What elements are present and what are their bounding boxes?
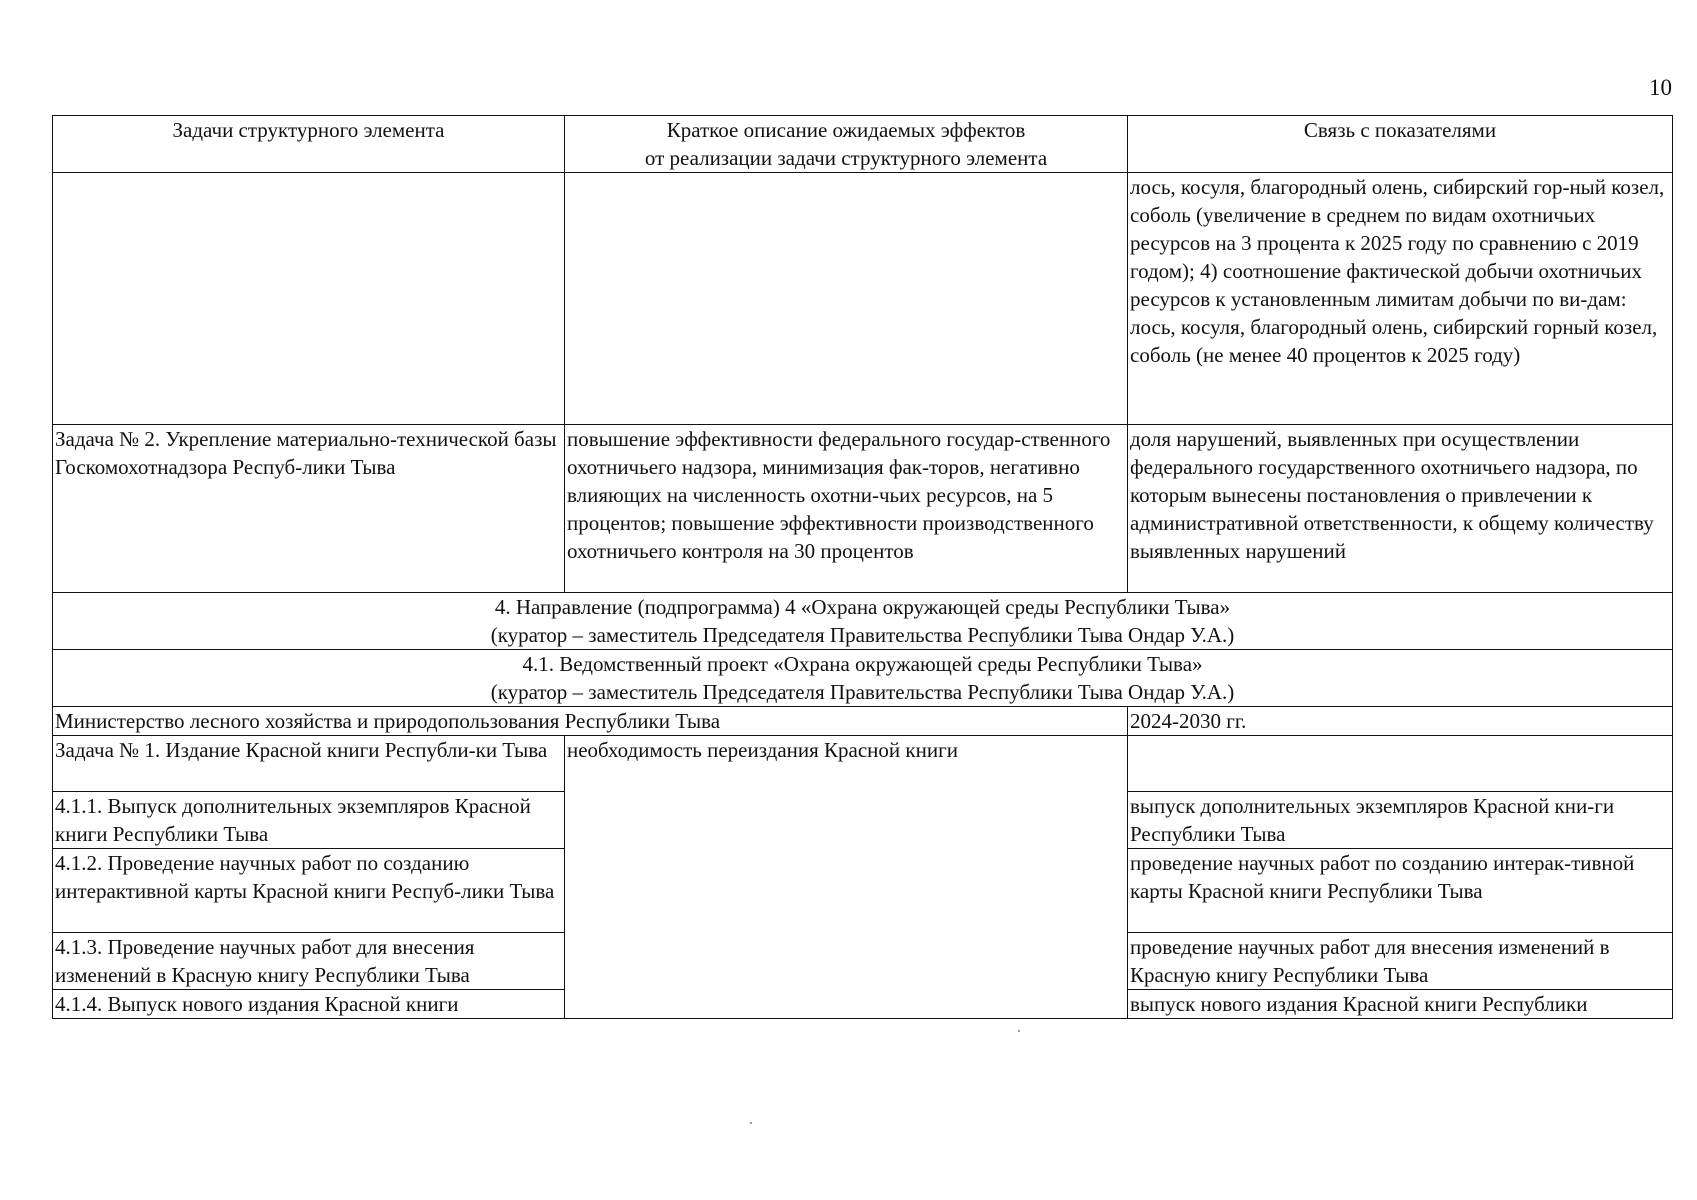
task1-cell: Задача № 1. Издание Красной книги Республи-ки Тыва — [53, 736, 565, 792]
scan-speck — [750, 1122, 752, 1124]
task2-cell: Задача № 2. Укрепление материально-технической базы Госкомохотнадзора Респуб-лики Тыва — [53, 425, 565, 593]
continuation-indicators-cell: лось, косуля, благородный олень, сибирский гор-ный козел, соболь (увеличение в среднем по видам охотничьих ресурсов на 3 процента к 2025 году по сравнению с 2019 годом); 4) соотношение фактической добычи охотничьих ресурсов к установленным лимитам добычи по ви-дам: лось, косуля, благородный олень, сибирский горный козел, соболь (не менее 40 процентов к 2025 году) — [1128, 173, 1673, 425]
header-effects-line2: от реализации задачи структурного элемента — [644, 146, 1048, 170]
section-4-1-heading — [53, 650, 1673, 707]
task1-indicators-cell — [1128, 736, 1673, 792]
header-effects — [565, 116, 1128, 173]
table-row — [53, 736, 1673, 792]
subtask-indicator-cell: проведение научных работ для внесения изменений в Красную книгу Республики Тыва — [1128, 933, 1673, 990]
continuation-task-cell — [53, 173, 565, 425]
subtask-indicator-cell: выпуск нового издания Красной книги Республики — [1128, 990, 1673, 1019]
subtask-indicator-cell: проведение научных работ по созданию интерак-тивной карты Красной книги Республики Тыва — [1128, 849, 1673, 933]
section-4-heading — [53, 593, 1673, 650]
program-table — [52, 115, 1673, 1019]
task2-effects-cell: повышение эффективности федерального государ-ственного охотничьего надзора, минимизация фак-торов, негативно влияющих на численность охотни-чьих ресурсов, на 5 процентов; повышение эффективности производственного охотничьего контроля на 30 процентов — [565, 425, 1128, 593]
period-cell: 2024-2030 гг. — [1128, 707, 1673, 736]
scan-speck — [1018, 1030, 1020, 1032]
table-row — [53, 425, 1673, 593]
header-tasks: Задачи структурного элемента — [53, 116, 565, 173]
continuation-effects-cell — [565, 173, 1128, 425]
ministry-cell: Министерство лесного хозяйства и природопользования Республики Тыва — [53, 707, 1128, 736]
page-number: 10 — [1649, 75, 1672, 100]
section-4-curator: (куратор – заместитель Председателя Правительства Республики Тыва Ондар У.А.) — [490, 623, 1235, 647]
header-indicators: Связь с показателями — [1128, 116, 1673, 173]
subtask-indicator-cell: выпуск дополнительных экземпляров Красной кни-ги Республики Тыва — [1128, 792, 1673, 849]
section-4-1-curator: (куратор – заместитель Председателя Правительства Республики Тыва Ондар У.А.) — [490, 680, 1235, 704]
ministry-row — [53, 707, 1673, 736]
section-row — [53, 650, 1673, 707]
table-header-row — [53, 116, 1673, 173]
subtask-cell: 4.1.3. Проведение научных работ для внесения изменений в Красную книгу Республики Тыва — [53, 933, 565, 990]
task1-effects-cell: необходимость переиздания Красной книги — [565, 736, 1128, 1019]
task2-indicators-cell: доля нарушений, выявленных при осуществлении федерального государственного охотничьего надзора, по которым вынесены постановления о привлечении к административной ответственности, к общему количеству выявленных нарушений — [1128, 425, 1673, 593]
table-row — [53, 173, 1673, 425]
section-4-title: 4. Направление (подпрограмма) 4 «Охрана окружающей среды Республики Тыва» — [494, 595, 1231, 619]
subtask-cell: 4.1.1. Выпуск дополнительных экземпляров Красной книги Республики Тыва — [53, 792, 565, 849]
header-effects-line1: Краткое описание ожидаемых эффектов — [666, 118, 1026, 142]
section-row — [53, 593, 1673, 650]
section-4-1-title: 4.1. Ведомственный проект «Охрана окружающей среды Республики Тыва» — [522, 652, 1203, 676]
subtask-cell: 4.1.4. Выпуск нового издания Красной книги — [53, 990, 565, 1019]
subtask-cell: 4.1.2. Проведение научных работ по созданию интерактивной карты Красной книги Респуб-лики Тыва — [53, 849, 565, 933]
